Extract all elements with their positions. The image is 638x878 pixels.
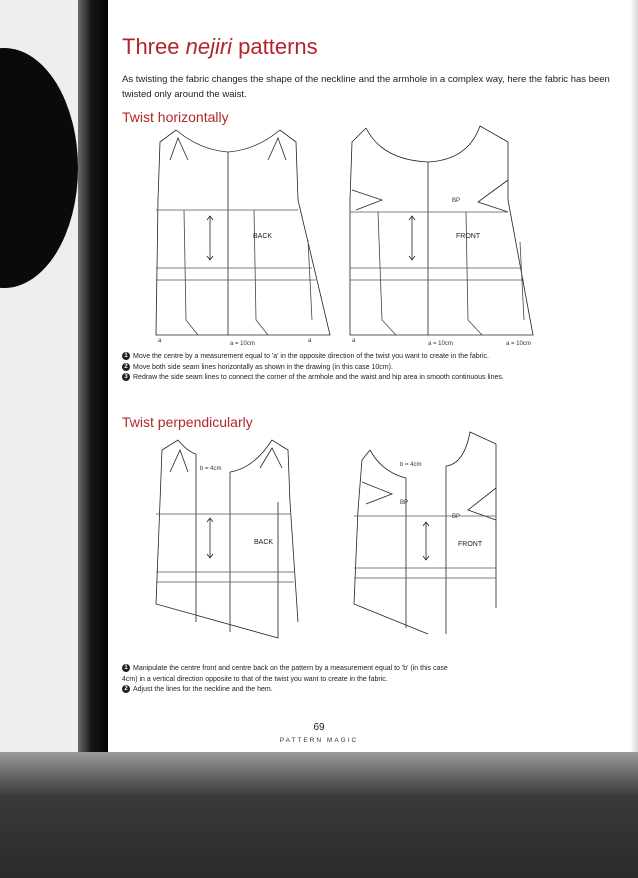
page-edge bbox=[630, 0, 638, 760]
bp-label-2a: BP bbox=[400, 500, 409, 506]
a-marker-left: a bbox=[158, 338, 162, 344]
bp-label-2b: BP bbox=[452, 514, 461, 520]
note-item: 2 Move both side seam lines horizontally as shown in the drawing (in this case 10cm). bbox=[122, 363, 612, 374]
b-value-back: b = 4cm bbox=[200, 466, 222, 472]
page-title: Three nejiri patterns bbox=[122, 34, 318, 59]
a-value-front-right: a = 10cm bbox=[506, 341, 531, 345]
section-heading-horizontal: Twist horizontally bbox=[122, 109, 229, 125]
back-pattern-perpendicular bbox=[148, 432, 338, 657]
scan-shadow bbox=[0, 752, 638, 878]
a-value-front: a = 10cm bbox=[428, 341, 453, 345]
bp-label: BP bbox=[452, 198, 461, 204]
intro-paragraph: As twisting the fabric changes the shape of the neckline and the armhole in a complex way, here the fabric has been twisted only around the waist. bbox=[122, 74, 610, 100]
back-pattern-horizontal bbox=[148, 120, 338, 345]
notes-perpendicular bbox=[122, 664, 612, 696]
page-number: 69 bbox=[313, 722, 325, 733]
a-marker-right: a bbox=[308, 338, 312, 344]
a-marker-front-left: a bbox=[352, 338, 356, 344]
book-spine-shadow bbox=[78, 0, 108, 760]
note-item: 1 Manipulate the centre front and centre back on the pattern by a measurement equal to 'b' (in this case bbox=[122, 664, 612, 675]
book-title-footer: PATTERN MAGIC bbox=[279, 737, 359, 744]
front-label-2: FRONT bbox=[458, 541, 483, 548]
b-value-front: b = 4cm bbox=[400, 462, 422, 468]
front-pattern-horizontal bbox=[338, 120, 548, 345]
note-item: 1 Move the centre by a measurement equal to 'a' in the opposite direction of the twist you want to create in the fabric. bbox=[122, 352, 612, 363]
notes-horizontal bbox=[122, 352, 612, 384]
note-item: 3 Redraw the side seam lines to connect the corner of the armhole and the waist and hip area in smooth continuous lines. bbox=[122, 373, 612, 384]
back-label-2: BACK bbox=[254, 539, 274, 546]
a-value-back: a = 10cm bbox=[230, 341, 255, 345]
section-heading-perpendicular: Twist perpendicularly bbox=[122, 414, 253, 430]
front-label: FRONT bbox=[456, 233, 481, 240]
back-label: BACK bbox=[253, 233, 273, 240]
note-item: 4cm) in a vertical direction opposite to that of the twist you want to create in the fabric. bbox=[122, 675, 388, 683]
note-item: 2 Adjust the lines for the neckline and the hem. bbox=[122, 685, 612, 696]
front-pattern-perpendicular bbox=[346, 428, 546, 653]
